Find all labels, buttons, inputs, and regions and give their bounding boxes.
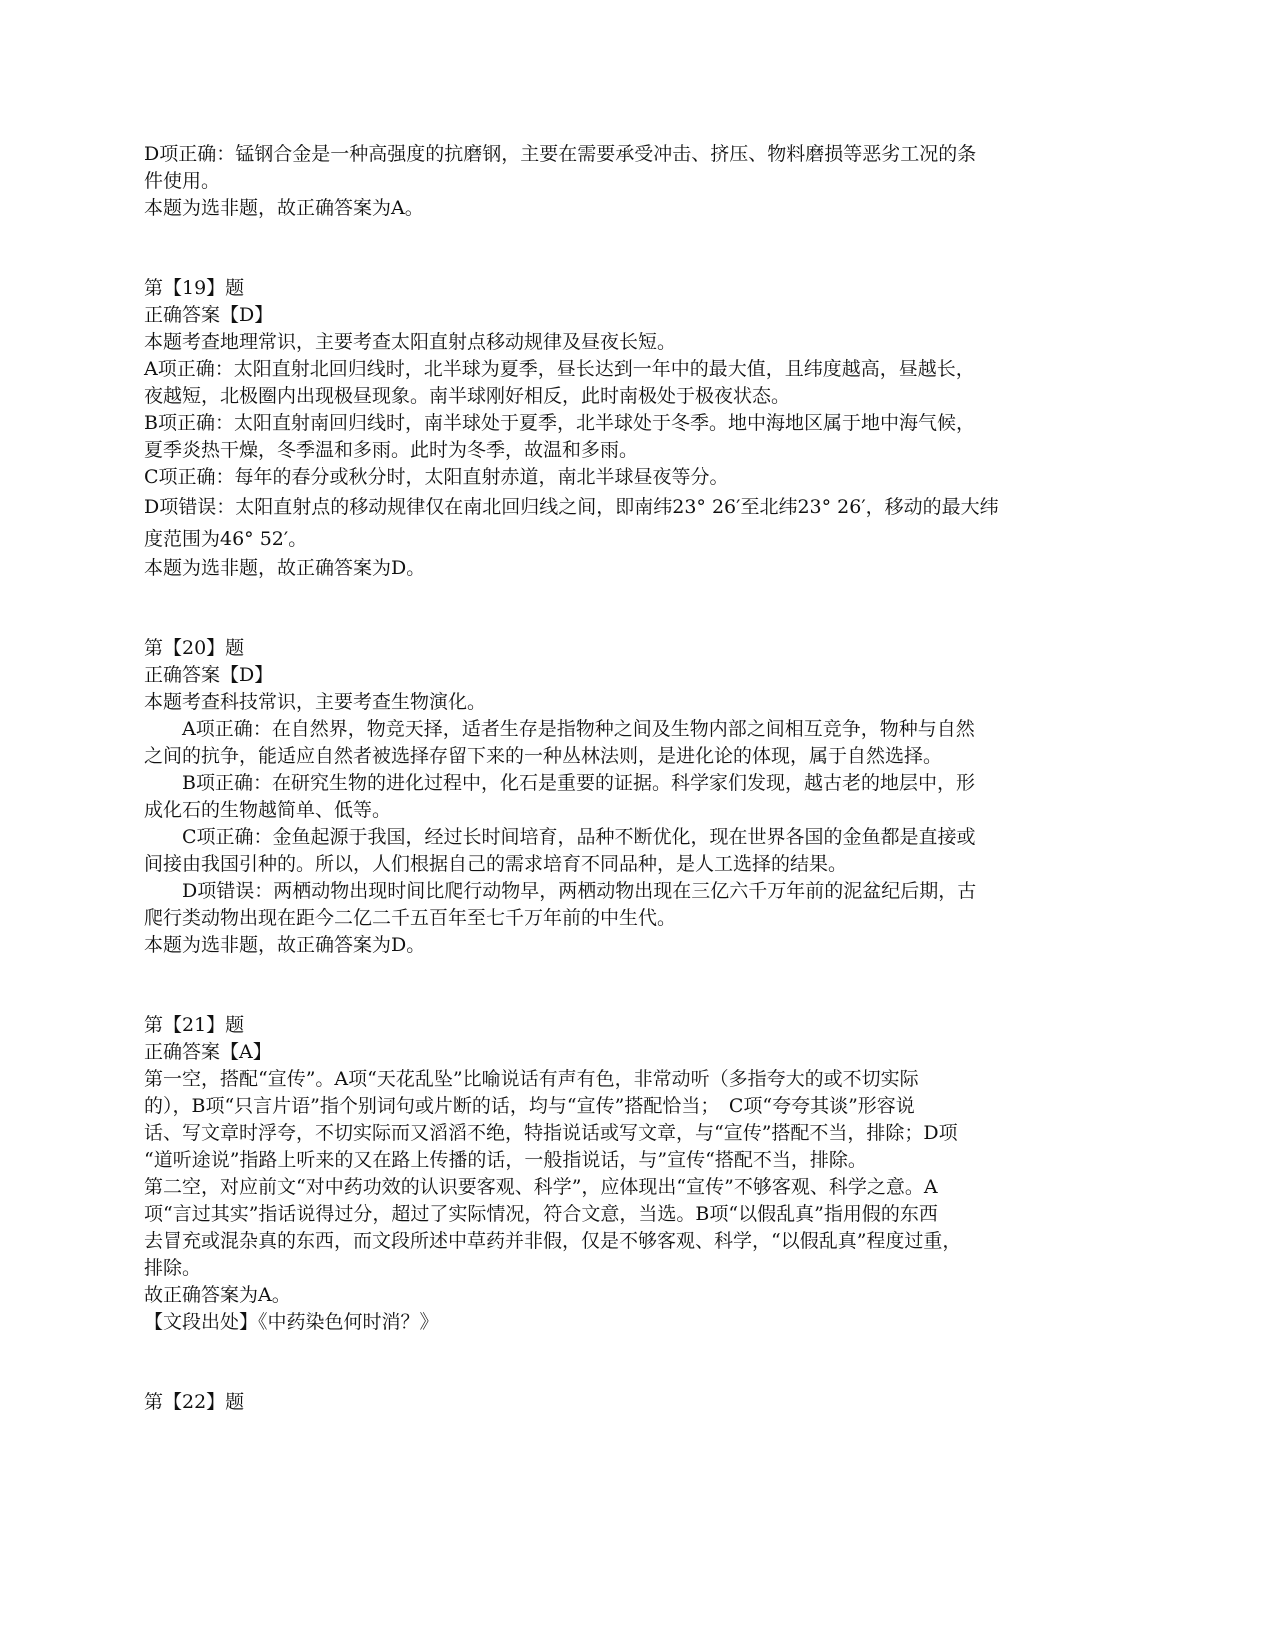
answer-section	[144, 1389, 1104, 1416]
answer-section	[144, 635, 1104, 959]
answer-section	[144, 1012, 1104, 1336]
text-line: A项正确：太阳直射北回归线时，北半球为夏季，昼长达到一年中的最大值，且纬度越高，昼越长，	[144, 358, 975, 380]
question-heading: 第【19】题	[144, 277, 245, 299]
text-line: 故正确答案为A。	[144, 1284, 291, 1306]
text-line: 正确答案【D】	[144, 664, 274, 686]
text-line: 度范围为46° 52′。	[144, 528, 308, 550]
text-line: 本题考查科技常识，主要考查生物演化。	[144, 691, 487, 713]
text-line: 的），B项“只言片语”指个别词句或片断的话，均与“宣传”搭配恰当； C项“夸夸其谈”形容说	[144, 1095, 915, 1117]
text-line: C项正确：每年的春分或秋分时，太阳直射赤道，南北半球昼夜等分。	[144, 466, 729, 488]
text-line: D项错误：太阳直射点的移动规律仅在南北回归线之间，即南纬23° 26′至北纬23° 26′，移动的最大纬	[144, 496, 999, 518]
text-line: 之间的抗争，能适应自然者被选择存留下来的一种丛林法则，是进化论的体现，属于自然选择。	[144, 745, 943, 767]
text-line: 【文段出处】《中药染色何时消？》	[144, 1311, 439, 1333]
text-line: B项正确：太阳直射南回归线时，南半球处于夏季，北半球处于冬季。地中海地区属于地中海气候，	[144, 412, 975, 434]
text-line: 项“言过其实”指话说得过分，超过了实际情况，符合文意，当选。B项“以假乱真”指用假的东西	[144, 1203, 938, 1225]
text-line: 本题为选非题，故正确答案为A。	[144, 197, 424, 219]
text-line: 成化石的生物越简单、低等。	[144, 799, 392, 821]
text-line: 话、写文章时浮夸，不切实际而又滔滔不绝，特指说话或写文章，与“宣传”搭配不当，排除；D项	[144, 1122, 958, 1144]
answer-section	[144, 141, 1104, 222]
text-line: 夏季炎热干燥，冬季温和多雨。此时为冬季，故温和多雨。	[144, 439, 639, 461]
text-line: 件使用。	[144, 170, 221, 192]
question-heading: 第【21】题	[144, 1014, 245, 1036]
text-line: 爬行类动物出现在距今二亿二千五百年至七千万年前的中生代。	[144, 907, 677, 929]
text-line: 排除。	[144, 1257, 202, 1279]
text-line: 第一空，搭配“宣传”。A项“天花乱坠”比喻说话有声有色，非常动听（多指夸大的或不切实际	[144, 1068, 919, 1090]
text-line: 本题考查地理常识，主要考查太阳直射点移动规律及昼夜长短。	[144, 331, 677, 353]
text-line: 第二空，对应前文“对中药功效的认识要客观、科学”，应体现出“宣传”不够客观、科学之意。A	[144, 1176, 938, 1198]
text-line: 正确答案【A】	[144, 1041, 272, 1063]
text-line: C项正确：金鱼起源于我国，经过长时间培育，品种不断优化，现在世界各国的金鱼都是直接或	[182, 826, 976, 848]
text-line: 去冒充或混杂真的东西，而文段所述中草药并非假，仅是不够客观、科学，“以假乱真”程度过重，	[144, 1230, 962, 1252]
text-line: D项正确：锰钢合金是一种高强度的抗磨钢，主要在需要承受冲击、挤压、物料磨损等恶劣工况的条	[144, 143, 977, 165]
question-heading: 第【20】题	[144, 637, 245, 659]
text-line: 本题为选非题，故正确答案为D。	[144, 934, 426, 956]
text-line: 正确答案【D】	[144, 304, 274, 326]
text-line: D项错误：两栖动物出现时间比爬行动物早，两栖动物出现在三亿六千万年前的泥盆纪后期，古	[182, 880, 977, 902]
question-heading: 第【22】题	[144, 1391, 245, 1413]
section-spacer	[144, 1336, 1104, 1389]
text-line: B项正确：在研究生物的进化过程中，化石是重要的证据。科学家们发现，越古老的地层中，形	[182, 772, 975, 794]
text-line: 夜越短，北极圈内出现极昼现象。南半球刚好相反，此时南极处于极夜状态。	[144, 385, 791, 407]
section-spacer	[144, 959, 1104, 1012]
section-spacer	[144, 222, 1104, 275]
text-line: 间接由我国引种的。所以，人们根据自己的需求培育不同品种，是人工选择的结果。	[144, 853, 848, 875]
document-page	[144, 141, 1104, 1416]
section-spacer	[144, 582, 1104, 635]
answer-section	[144, 275, 1104, 582]
text-line: 本题为选非题，故正确答案为D。	[144, 557, 426, 579]
text-line: A项正确：在自然界，物竞天择，适者生存是指物种之间及生物内部之间相互竞争，物种与自然	[182, 718, 975, 740]
text-line: “道听途说”指路上听来的又在路上传播的话，一般指说话，与”宣传“搭配不当，排除。	[144, 1149, 867, 1171]
